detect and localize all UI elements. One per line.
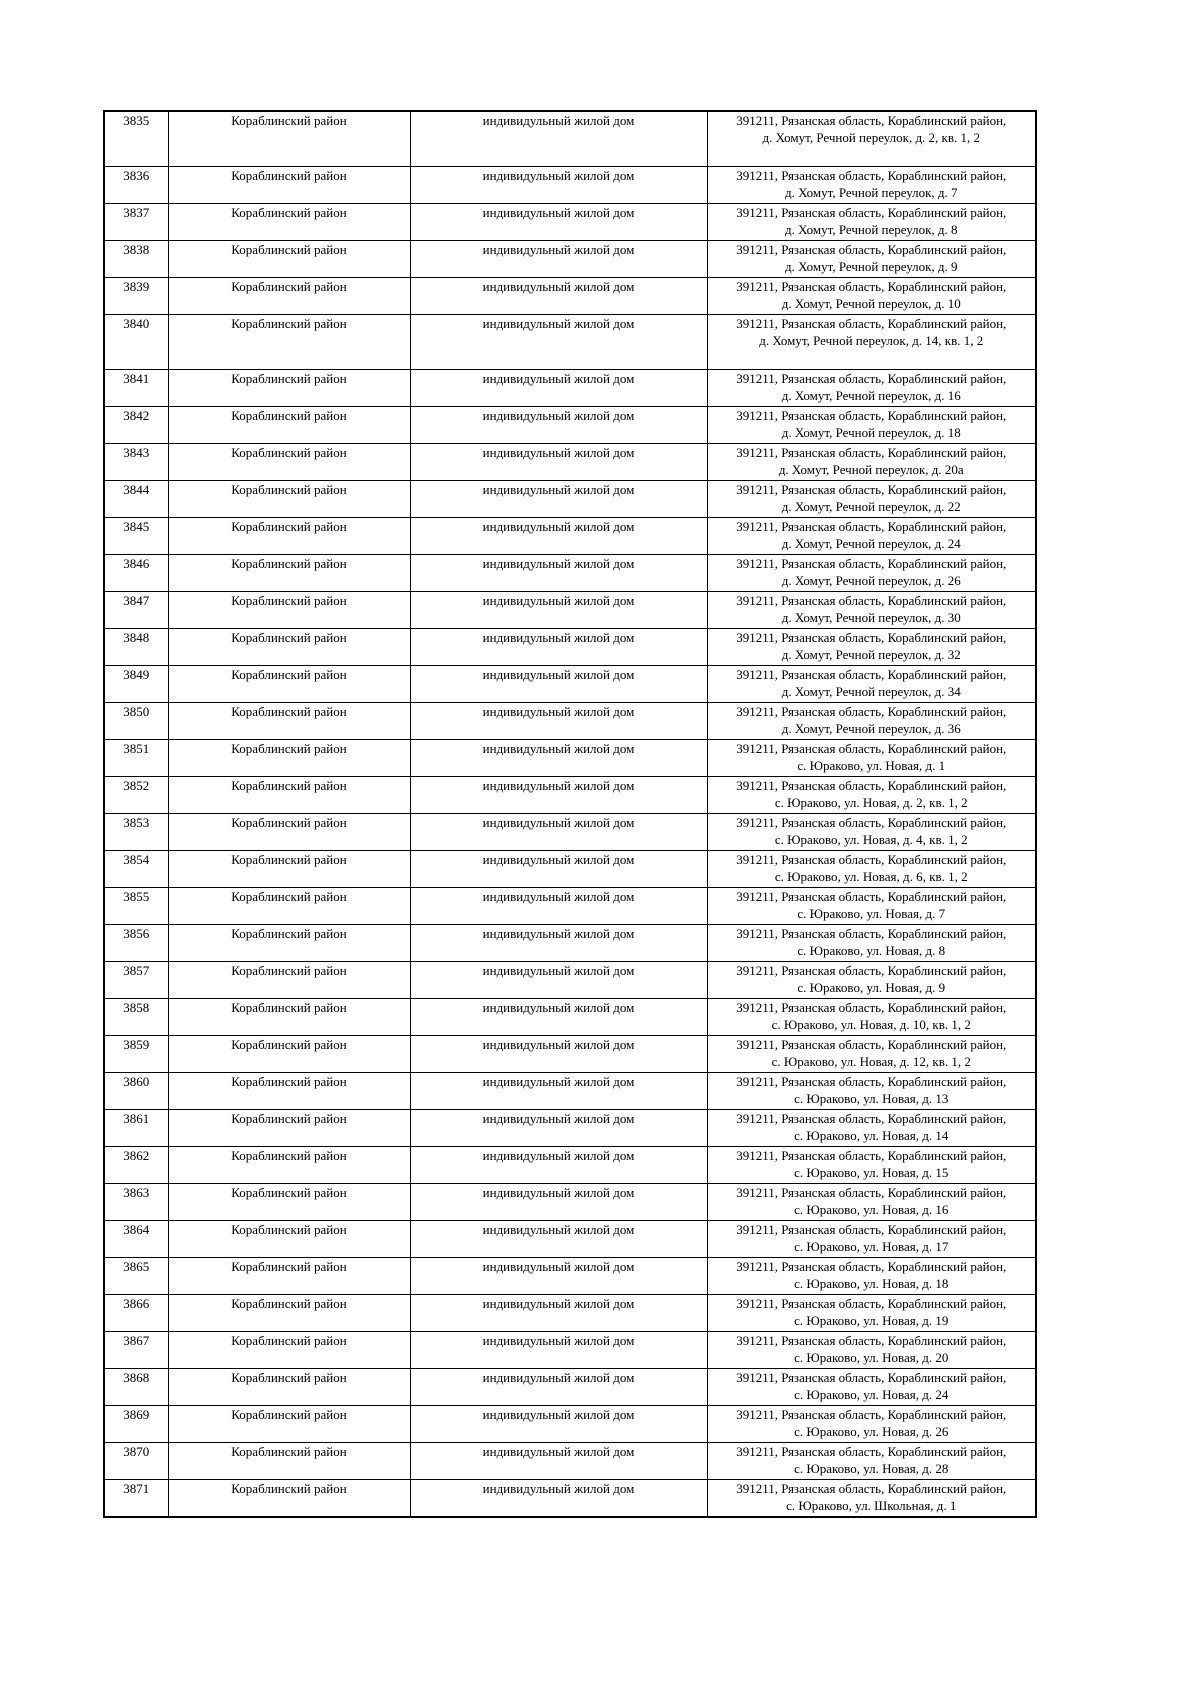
- address-cell: [707, 1073, 1036, 1110]
- object-type-cell: индивидульный жилой дом: [410, 1073, 707, 1110]
- row-number-cell: 3842: [104, 407, 168, 444]
- address-cell: [707, 814, 1036, 851]
- address-line-1: 391211, Рязанская область, Кораблинский район,: [736, 704, 1007, 719]
- address-cell: [707, 777, 1036, 814]
- address-cell: [707, 740, 1036, 777]
- address-line-1: 391211, Рязанская область, Кораблинский район,: [736, 1407, 1007, 1422]
- address-line-2: с. Юраково, ул. Новая, д. 4, кв. 1, 2: [774, 832, 968, 847]
- address-cell: [707, 1295, 1036, 1332]
- object-type-cell: индивидульный жилой дом: [410, 518, 707, 555]
- table-row: [104, 1332, 1036, 1369]
- address-cell: [707, 1221, 1036, 1258]
- district-cell: Кораблинский район: [168, 1258, 410, 1295]
- district-cell: Кораблинский район: [168, 1369, 410, 1406]
- table-row: [104, 1295, 1036, 1332]
- district-cell: Кораблинский район: [168, 962, 410, 999]
- table-row: [104, 1036, 1036, 1073]
- table-row: [104, 370, 1036, 407]
- address-cell: [707, 241, 1036, 278]
- address-line-2: д. Хомут, Речной переулок, д. 22: [781, 499, 961, 514]
- address-cell: [707, 1184, 1036, 1221]
- district-cell: Кораблинский район: [168, 370, 410, 407]
- address-cell: [707, 1480, 1036, 1518]
- district-cell: Кораблинский район: [168, 1295, 410, 1332]
- address-line-2: с. Юраково, ул. Новая, д. 20: [794, 1350, 949, 1365]
- address-line-1: 391211, Рязанская область, Кораблинский район,: [736, 852, 1007, 867]
- address-line-2: с. Юраково, ул. Новая, д. 12, кв. 1, 2: [771, 1054, 971, 1069]
- address-line-2: д. Хомут, Речной переулок, д. 10: [781, 296, 961, 311]
- row-number-cell: 3850: [104, 703, 168, 740]
- address-line-1: 391211, Рязанская область, Кораблинский район,: [736, 242, 1007, 257]
- address-line-2: д. Хомут, Речной переулок, д. 26: [781, 573, 961, 588]
- register-table-body: [104, 111, 1036, 1517]
- row-number-cell: 3841: [104, 370, 168, 407]
- row-number-cell: 3848: [104, 629, 168, 666]
- address-line-1: 391211, Рязанская область, Кораблинский район,: [736, 630, 1007, 645]
- district-cell: Кораблинский район: [168, 1184, 410, 1221]
- district-cell: Кораблинский район: [168, 167, 410, 204]
- address-line-1: 391211, Рязанская область, Кораблинский район,: [736, 556, 1007, 571]
- table-row: [104, 666, 1036, 703]
- object-type-cell: индивидульный жилой дом: [410, 925, 707, 962]
- address-line-2: д. Хомут, Речной переулок, д. 30: [781, 610, 961, 625]
- table-row: [104, 444, 1036, 481]
- table-row: [104, 1443, 1036, 1480]
- district-cell: Кораблинский район: [168, 999, 410, 1036]
- district-cell: Кораблинский район: [168, 1406, 410, 1443]
- row-number-cell: 3847: [104, 592, 168, 629]
- address-line-1: 391211, Рязанская область, Кораблинский район,: [736, 963, 1007, 978]
- row-number-cell: 3853: [104, 814, 168, 851]
- table-row: [104, 925, 1036, 962]
- table-row: [104, 1406, 1036, 1443]
- address-line-1: 391211, Рязанская область, Кораблинский район,: [736, 371, 1007, 386]
- object-type-cell: индивидульный жилой дом: [410, 814, 707, 851]
- address-cell: [707, 167, 1036, 204]
- address-cell: [707, 629, 1036, 666]
- object-type-cell: индивидульный жилой дом: [410, 315, 707, 370]
- district-cell: Кораблинский район: [168, 555, 410, 592]
- address-line-2: с. Юраково, ул. Новая, д. 17: [794, 1239, 949, 1254]
- object-type-cell: индивидульный жилой дом: [410, 1110, 707, 1147]
- address-line-1: 391211, Рязанская область, Кораблинский район,: [736, 1148, 1007, 1163]
- address-cell: [707, 1406, 1036, 1443]
- address-line-1: 391211, Рязанская область, Кораблинский район,: [736, 815, 1007, 830]
- row-number-cell: 3868: [104, 1369, 168, 1406]
- object-type-cell: индивидульный жилой дом: [410, 1443, 707, 1480]
- table-row: [104, 1110, 1036, 1147]
- address-line-2: с. Юраково, ул. Школьная, д. 1: [786, 1498, 957, 1513]
- table-row: [104, 1184, 1036, 1221]
- address-line-2: с. Юраково, ул. Новая, д. 15: [794, 1165, 949, 1180]
- address-line-1: 391211, Рязанская область, Кораблинский район,: [736, 889, 1007, 904]
- table-row: [104, 481, 1036, 518]
- table-row: [104, 703, 1036, 740]
- row-number-cell: 3862: [104, 1147, 168, 1184]
- district-cell: Кораблинский район: [168, 315, 410, 370]
- address-line-2: с. Юраково, ул. Новая, д. 14: [794, 1128, 949, 1143]
- district-cell: Кораблинский район: [168, 666, 410, 703]
- row-number-cell: 3867: [104, 1332, 168, 1369]
- address-cell: [707, 407, 1036, 444]
- table-row: [104, 167, 1036, 204]
- district-cell: Кораблинский район: [168, 278, 410, 315]
- address-line-2: с. Юраково, ул. Новая, д. 1: [797, 758, 946, 773]
- address-line-1: 391211, Рязанская область, Кораблинский район,: [736, 113, 1007, 128]
- address-line-2: с. Юраково, ул. Новая, д. 24: [794, 1387, 949, 1402]
- row-number-cell: 3845: [104, 518, 168, 555]
- address-line-2: с. Юраково, ул. Новая, д. 8: [797, 943, 946, 958]
- table-row: [104, 407, 1036, 444]
- address-cell: [707, 481, 1036, 518]
- address-line-2: с. Юраково, ул. Новая, д. 19: [794, 1313, 949, 1328]
- address-cell: [707, 315, 1036, 370]
- address-line-2: д. Хомут, Речной переулок, д. 18: [781, 425, 961, 440]
- object-type-cell: индивидульный жилой дом: [410, 740, 707, 777]
- address-line-2: с. Юраково, ул. Новая, д. 10, кв. 1, 2: [771, 1017, 971, 1032]
- address-line-2: с. Юраково, ул. Новая, д. 18: [794, 1276, 949, 1291]
- address-cell: [707, 204, 1036, 241]
- address-line-2: д. Хомут, Речной переулок, д. 14, кв. 1, 2: [759, 333, 984, 348]
- district-cell: Кораблинский район: [168, 740, 410, 777]
- row-number-cell: 3852: [104, 777, 168, 814]
- row-number-cell: 3840: [104, 315, 168, 370]
- district-cell: Кораблинский район: [168, 629, 410, 666]
- object-type-cell: индивидульный жилой дом: [410, 1036, 707, 1073]
- row-number-cell: 3859: [104, 1036, 168, 1073]
- address-cell: [707, 1110, 1036, 1147]
- address-cell: [707, 592, 1036, 629]
- object-type-cell: индивидульный жилой дом: [410, 204, 707, 241]
- district-cell: Кораблинский район: [168, 1221, 410, 1258]
- address-line-1: 391211, Рязанская область, Кораблинский район,: [736, 593, 1007, 608]
- table-row: [104, 962, 1036, 999]
- district-cell: Кораблинский район: [168, 111, 410, 167]
- row-number-cell: 3857: [104, 962, 168, 999]
- address-line-1: 391211, Рязанская область, Кораблинский район,: [736, 1444, 1007, 1459]
- address-cell: [707, 666, 1036, 703]
- address-cell: [707, 555, 1036, 592]
- address-line-1: 391211, Рязанская область, Кораблинский район,: [736, 316, 1007, 331]
- address-line-1: 391211, Рязанская область, Кораблинский район,: [736, 1185, 1007, 1200]
- address-line-2: д. Хомут, Речной переулок, д. 9: [784, 259, 958, 274]
- district-cell: Кораблинский район: [168, 241, 410, 278]
- object-type-cell: индивидульный жилой дом: [410, 851, 707, 888]
- object-type-cell: индивидульный жилой дом: [410, 1221, 707, 1258]
- row-number-cell: 3861: [104, 1110, 168, 1147]
- address-line-2: с. Юраково, ул. Новая, д. 13: [794, 1091, 949, 1106]
- district-cell: Кораблинский район: [168, 518, 410, 555]
- row-number-cell: 3849: [104, 666, 168, 703]
- address-cell: [707, 999, 1036, 1036]
- table-row: [104, 111, 1036, 167]
- address-line-1: 391211, Рязанская область, Кораблинский район,: [736, 168, 1007, 183]
- table-row: [104, 241, 1036, 278]
- address-cell: [707, 1332, 1036, 1369]
- object-type-cell: индивидульный жилой дом: [410, 111, 707, 167]
- district-cell: Кораблинский район: [168, 407, 410, 444]
- address-cell: [707, 703, 1036, 740]
- object-type-cell: индивидульный жилой дом: [410, 1480, 707, 1518]
- address-cell: [707, 851, 1036, 888]
- district-cell: Кораблинский район: [168, 1147, 410, 1184]
- address-line-1: 391211, Рязанская область, Кораблинский район,: [736, 1074, 1007, 1089]
- district-cell: Кораблинский район: [168, 1443, 410, 1480]
- row-number-cell: 3870: [104, 1443, 168, 1480]
- row-number-cell: 3871: [104, 1480, 168, 1518]
- object-type-cell: индивидульный жилой дом: [410, 241, 707, 278]
- address-line-2: с. Юраково, ул. Новая, д. 26: [794, 1424, 949, 1439]
- object-type-cell: индивидульный жилой дом: [410, 481, 707, 518]
- address-line-1: 391211, Рязанская область, Кораблинский район,: [736, 482, 1007, 497]
- address-line-1: 391211, Рязанская область, Кораблинский район,: [736, 1222, 1007, 1237]
- register-table: [103, 110, 1037, 1518]
- address-line-1: 391211, Рязанская область, Кораблинский район,: [736, 741, 1007, 756]
- address-line-2: с. Юраково, ул. Новая, д. 6, кв. 1, 2: [774, 869, 968, 884]
- address-line-2: с. Юраково, ул. Новая, д. 7: [797, 906, 946, 921]
- object-type-cell: индивидульный жилой дом: [410, 167, 707, 204]
- row-number-cell: 3838: [104, 241, 168, 278]
- district-cell: Кораблинский район: [168, 592, 410, 629]
- district-cell: Кораблинский район: [168, 703, 410, 740]
- table-row: [104, 592, 1036, 629]
- row-number-cell: 3851: [104, 740, 168, 777]
- table-row: [104, 814, 1036, 851]
- district-cell: Кораблинский район: [168, 925, 410, 962]
- address-line-2: д. Хомут, Речной переулок, д. 20а: [778, 462, 964, 477]
- object-type-cell: индивидульный жилой дом: [410, 1369, 707, 1406]
- object-type-cell: индивидульный жилой дом: [410, 444, 707, 481]
- row-number-cell: 3855: [104, 888, 168, 925]
- row-number-cell: 3839: [104, 278, 168, 315]
- object-type-cell: индивидульный жилой дом: [410, 888, 707, 925]
- row-number-cell: 3865: [104, 1258, 168, 1295]
- address-cell: [707, 925, 1036, 962]
- table-row: [104, 851, 1036, 888]
- table-row: [104, 1258, 1036, 1295]
- address-cell: [707, 111, 1036, 167]
- address-line-1: 391211, Рязанская область, Кораблинский район,: [736, 926, 1007, 941]
- object-type-cell: индивидульный жилой дом: [410, 278, 707, 315]
- address-line-1: 391211, Рязанская область, Кораблинский район,: [736, 279, 1007, 294]
- address-line-1: 391211, Рязанская область, Кораблинский район,: [736, 778, 1007, 793]
- district-cell: Кораблинский район: [168, 1073, 410, 1110]
- address-cell: [707, 1369, 1036, 1406]
- address-line-2: с. Юраково, ул. Новая, д. 16: [794, 1202, 949, 1217]
- table-row: [104, 629, 1036, 666]
- address-line-1: 391211, Рязанская область, Кораблинский район,: [736, 667, 1007, 682]
- object-type-cell: индивидульный жилой дом: [410, 1295, 707, 1332]
- object-type-cell: индивидульный жилой дом: [410, 555, 707, 592]
- row-number-cell: 3844: [104, 481, 168, 518]
- address-cell: [707, 370, 1036, 407]
- address-cell: [707, 278, 1036, 315]
- district-cell: Кораблинский район: [168, 888, 410, 925]
- address-cell: [707, 888, 1036, 925]
- row-number-cell: 3843: [104, 444, 168, 481]
- table-row: [104, 315, 1036, 370]
- table-row: [104, 555, 1036, 592]
- object-type-cell: индивидульный жилой дом: [410, 1258, 707, 1295]
- table-row: [104, 1480, 1036, 1518]
- object-type-cell: индивидульный жилой дом: [410, 1184, 707, 1221]
- row-number-cell: 3858: [104, 999, 168, 1036]
- address-cell: [707, 1147, 1036, 1184]
- row-number-cell: 3854: [104, 851, 168, 888]
- address-line-1: 391211, Рязанская область, Кораблинский район,: [736, 408, 1007, 423]
- row-number-cell: 3864: [104, 1221, 168, 1258]
- address-line-2: д. Хомут, Речной переулок, д. 32: [781, 647, 961, 662]
- table-row: [104, 278, 1036, 315]
- address-line-2: д. Хомут, Речной переулок, д. 36: [781, 721, 961, 736]
- object-type-cell: индивидульный жилой дом: [410, 962, 707, 999]
- district-cell: Кораблинский район: [168, 1036, 410, 1073]
- table-row: [104, 204, 1036, 241]
- address-cell: [707, 1258, 1036, 1295]
- address-line-2: с. Юраково, ул. Новая, д. 9: [797, 980, 946, 995]
- address-line-2: д. Хомут, Речной переулок, д. 2, кв. 1, 2: [762, 130, 981, 145]
- table-row: [104, 777, 1036, 814]
- address-cell: [707, 1036, 1036, 1073]
- district-cell: Кораблинский район: [168, 851, 410, 888]
- object-type-cell: индивидульный жилой дом: [410, 592, 707, 629]
- object-type-cell: индивидульный жилой дом: [410, 703, 707, 740]
- table-row: [104, 1147, 1036, 1184]
- district-cell: Кораблинский район: [168, 204, 410, 241]
- address-line-1: 391211, Рязанская область, Кораблинский район,: [736, 1296, 1007, 1311]
- row-number-cell: 3866: [104, 1295, 168, 1332]
- district-cell: Кораблинский район: [168, 481, 410, 518]
- object-type-cell: индивидульный жилой дом: [410, 666, 707, 703]
- address-line-1: 391211, Рязанская область, Кораблинский район,: [736, 1333, 1007, 1348]
- address-cell: [707, 444, 1036, 481]
- address-cell: [707, 1443, 1036, 1480]
- address-line-2: с. Юраково, ул. Новая, д. 2, кв. 1, 2: [774, 795, 968, 810]
- district-cell: Кораблинский район: [168, 777, 410, 814]
- address-cell: [707, 962, 1036, 999]
- address-line-2: д. Хомут, Речной переулок, д. 24: [781, 536, 961, 551]
- object-type-cell: индивидульный жилой дом: [410, 370, 707, 407]
- address-line-2: д. Хомут, Речной переулок, д. 34: [781, 684, 961, 699]
- row-number-cell: 3836: [104, 167, 168, 204]
- address-line-1: 391211, Рязанская область, Кораблинский район,: [736, 519, 1007, 534]
- row-number-cell: 3835: [104, 111, 168, 167]
- object-type-cell: индивидульный жилой дом: [410, 1406, 707, 1443]
- address-line-1: 391211, Рязанская область, Кораблинский район,: [736, 1111, 1007, 1126]
- row-number-cell: 3856: [104, 925, 168, 962]
- table-row: [104, 1221, 1036, 1258]
- object-type-cell: индивидульный жилой дом: [410, 1147, 707, 1184]
- object-type-cell: индивидульный жилой дом: [410, 777, 707, 814]
- row-number-cell: 3863: [104, 1184, 168, 1221]
- object-type-cell: индивидульный жилой дом: [410, 999, 707, 1036]
- address-line-2: д. Хомут, Речной переулок, д. 16: [781, 388, 961, 403]
- district-cell: Кораблинский район: [168, 1110, 410, 1147]
- row-number-cell: 3869: [104, 1406, 168, 1443]
- table-row: [104, 740, 1036, 777]
- district-cell: Кораблинский район: [168, 1480, 410, 1518]
- address-line-1: 391211, Рязанская область, Кораблинский район,: [736, 1259, 1007, 1274]
- row-number-cell: 3860: [104, 1073, 168, 1110]
- address-line-1: 391211, Рязанская область, Кораблинский район,: [736, 205, 1007, 220]
- district-cell: Кораблинский район: [168, 814, 410, 851]
- address-line-2: д. Хомут, Речной переулок, д. 7: [784, 185, 958, 200]
- object-type-cell: индивидульный жилой дом: [410, 1332, 707, 1369]
- table-row: [104, 1073, 1036, 1110]
- object-type-cell: индивидульный жилой дом: [410, 407, 707, 444]
- address-line-1: 391211, Рязанская область, Кораблинский район,: [736, 1037, 1007, 1052]
- table-row: [104, 888, 1036, 925]
- table-row: [104, 518, 1036, 555]
- address-line-2: д. Хомут, Речной переулок, д. 8: [784, 222, 958, 237]
- table-row: [104, 999, 1036, 1036]
- address-cell: [707, 518, 1036, 555]
- address-line-2: с. Юраково, ул. Новая, д. 28: [794, 1461, 949, 1476]
- address-line-1: 391211, Рязанская область, Кораблинский район,: [736, 1481, 1007, 1496]
- district-cell: Кораблинский район: [168, 1332, 410, 1369]
- address-line-1: 391211, Рязанская область, Кораблинский район,: [736, 1370, 1007, 1385]
- address-line-1: 391211, Рязанская область, Кораблинский район,: [736, 1000, 1007, 1015]
- table-row: [104, 1369, 1036, 1406]
- district-cell: Кораблинский район: [168, 444, 410, 481]
- row-number-cell: 3846: [104, 555, 168, 592]
- object-type-cell: индивидульный жилой дом: [410, 629, 707, 666]
- address-line-1: 391211, Рязанская область, Кораблинский район,: [736, 445, 1007, 460]
- row-number-cell: 3837: [104, 204, 168, 241]
